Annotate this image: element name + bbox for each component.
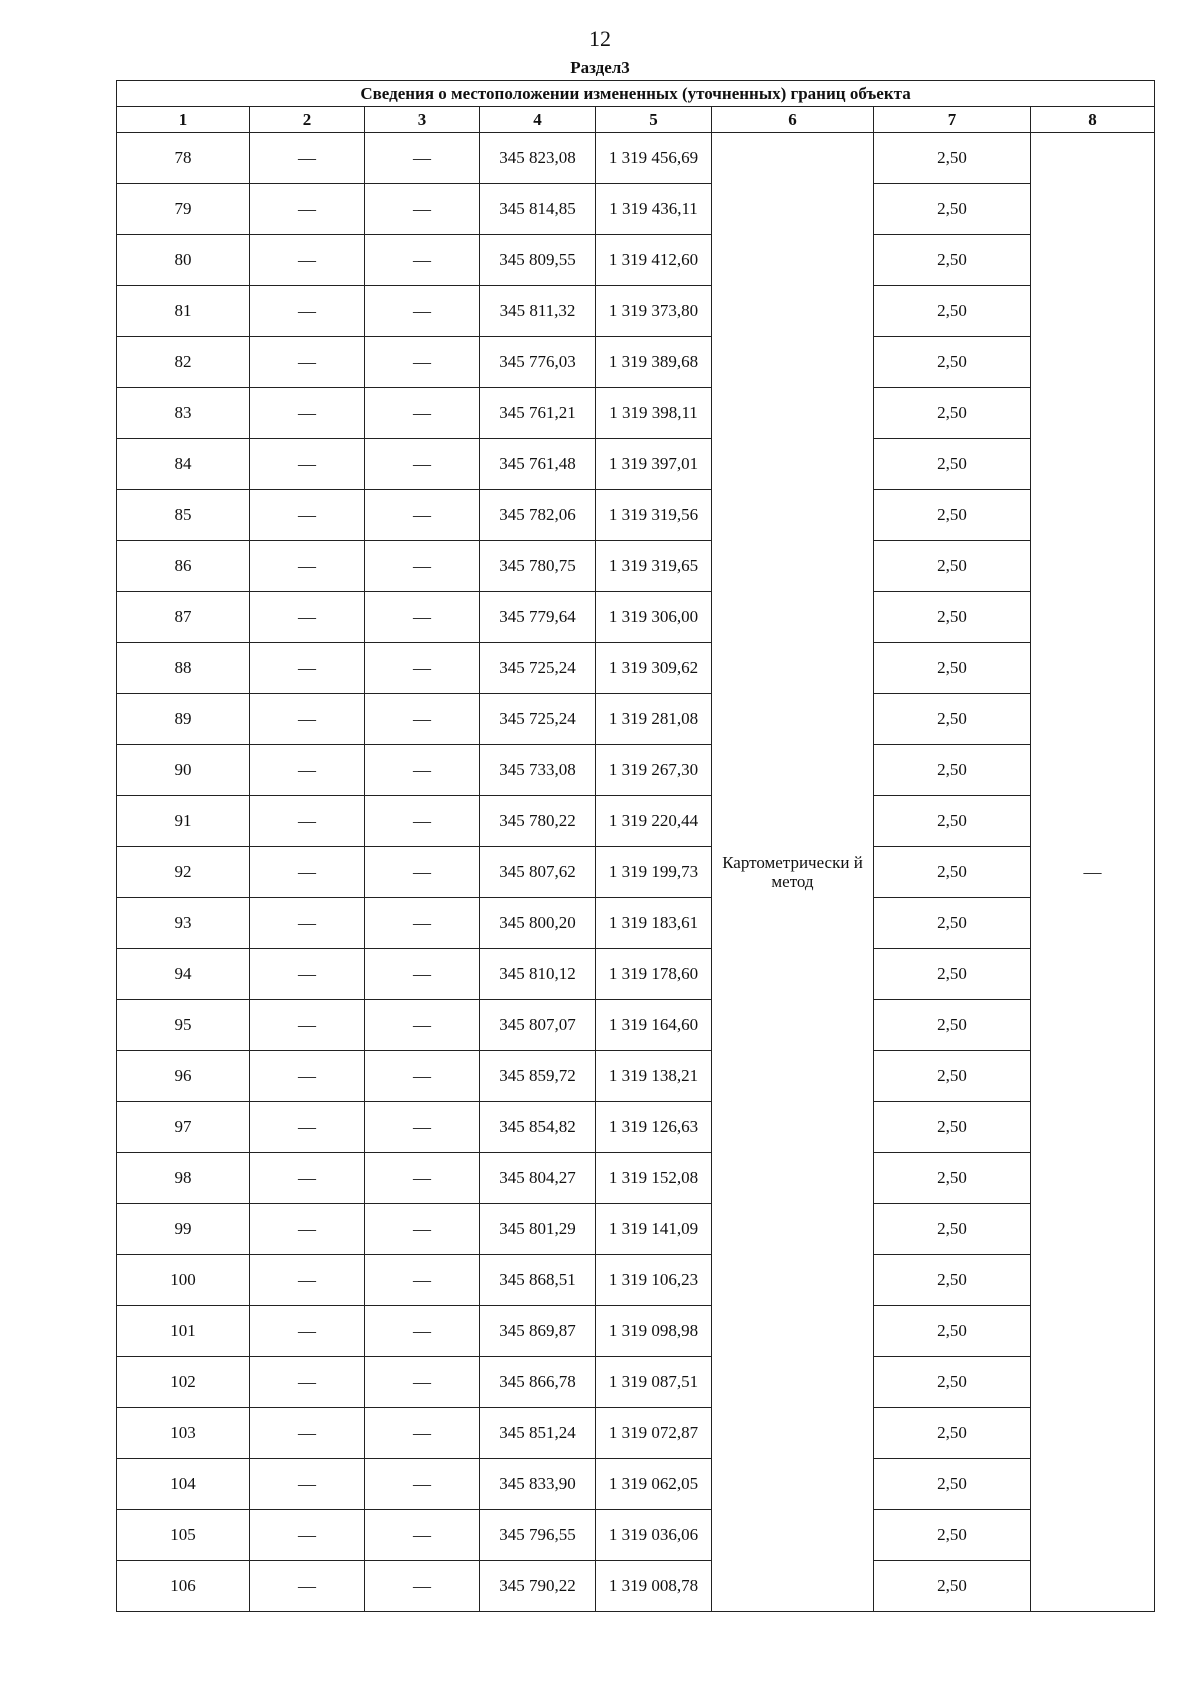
column-2-value: — — [250, 694, 365, 745]
coordinate-y: 1 319 309,62 — [596, 643, 712, 694]
column-7-value: 2,50 — [874, 694, 1031, 745]
coordinate-y: 1 319 178,60 — [596, 949, 712, 1000]
column-3-value: — — [365, 1000, 480, 1051]
column-3-value: — — [365, 541, 480, 592]
coordinate-x: 345 811,32 — [480, 286, 596, 337]
column-2-value: — — [250, 898, 365, 949]
column-7-value: 2,50 — [874, 1051, 1031, 1102]
coordinate-x: 345 780,22 — [480, 796, 596, 847]
column-number: 1 — [117, 107, 250, 133]
point-number: 92 — [117, 847, 250, 898]
column-3-value: — — [365, 235, 480, 286]
coordinate-x: 345 854,82 — [480, 1102, 596, 1153]
column-3-value: — — [365, 1153, 480, 1204]
table-row — [117, 541, 1155, 592]
column-2-value: — — [250, 745, 365, 796]
coordinate-x: 345 761,21 — [480, 388, 596, 439]
point-number: 98 — [117, 1153, 250, 1204]
coordinate-y: 1 319 389,68 — [596, 337, 712, 388]
column-3-value: — — [365, 898, 480, 949]
table-row — [117, 847, 1155, 898]
coordinate-x: 345 859,72 — [480, 1051, 596, 1102]
column-7-value: 2,50 — [874, 1255, 1031, 1306]
column-2-value: — — [250, 235, 365, 286]
column-7-value: 2,50 — [874, 1561, 1031, 1612]
column-7-value: 2,50 — [874, 1510, 1031, 1561]
coordinate-x: 345 814,85 — [480, 184, 596, 235]
column-7-value: 2,50 — [874, 286, 1031, 337]
coordinate-x: 345 807,62 — [480, 847, 596, 898]
coordinate-y: 1 319 436,11 — [596, 184, 712, 235]
coordinate-y: 1 319 036,06 — [596, 1510, 712, 1561]
point-number: 90 — [117, 745, 250, 796]
coordinate-y: 1 319 199,73 — [596, 847, 712, 898]
point-number: 95 — [117, 1000, 250, 1051]
table-row — [117, 1051, 1155, 1102]
column-7-value: 2,50 — [874, 1357, 1031, 1408]
point-number: 104 — [117, 1459, 250, 1510]
column-7-value: 2,50 — [874, 490, 1031, 541]
column-7-value: 2,50 — [874, 439, 1031, 490]
column-3-value: — — [365, 1561, 480, 1612]
table-row — [117, 949, 1155, 1000]
column-7-value: 2,50 — [874, 1204, 1031, 1255]
column-2-value: — — [250, 1153, 365, 1204]
column-number: 3 — [365, 107, 480, 133]
column-7-value: 2,50 — [874, 1306, 1031, 1357]
column-2-value: — — [250, 643, 365, 694]
column-3-value: — — [365, 1255, 480, 1306]
point-number: 89 — [117, 694, 250, 745]
coordinate-x: 345 868,51 — [480, 1255, 596, 1306]
point-number: 99 — [117, 1204, 250, 1255]
column-2-value: — — [250, 1561, 365, 1612]
coordinate-y: 1 319 164,60 — [596, 1000, 712, 1051]
column-7-value: 2,50 — [874, 592, 1031, 643]
coordinate-y: 1 319 138,21 — [596, 1051, 712, 1102]
coordinate-x: 345 796,55 — [480, 1510, 596, 1561]
column-number: 7 — [874, 107, 1031, 133]
coordinate-x: 345 725,24 — [480, 643, 596, 694]
point-number: 97 — [117, 1102, 250, 1153]
column-2-value: — — [250, 388, 365, 439]
column-number: 4 — [480, 107, 596, 133]
coordinate-x: 345 866,78 — [480, 1357, 596, 1408]
column-2-value: — — [250, 796, 365, 847]
coordinate-y: 1 319 306,00 — [596, 592, 712, 643]
coordinate-x: 345 782,06 — [480, 490, 596, 541]
table-row — [117, 694, 1155, 745]
method-cell: Картометрически й метод — [712, 133, 874, 1612]
coordinate-x: 345 807,07 — [480, 1000, 596, 1051]
column-2-value: — — [250, 1459, 365, 1510]
column-2-value: — — [250, 133, 365, 184]
coordinate-y: 1 319 008,78 — [596, 1561, 712, 1612]
column-number: 2 — [250, 107, 365, 133]
table-row — [117, 643, 1155, 694]
coordinate-x: 345 810,12 — [480, 949, 596, 1000]
column-2-value: — — [250, 1102, 365, 1153]
column-7-value: 2,50 — [874, 898, 1031, 949]
column-7-value: 2,50 — [874, 235, 1031, 286]
column-2-value: — — [250, 1306, 365, 1357]
coordinate-y: 1 319 183,61 — [596, 898, 712, 949]
column-7-value: 2,50 — [874, 133, 1031, 184]
point-number: 102 — [117, 1357, 250, 1408]
table-row — [117, 1000, 1155, 1051]
table-row — [117, 337, 1155, 388]
column-2-value: — — [250, 592, 365, 643]
table-row — [117, 490, 1155, 541]
coordinate-x: 345 780,75 — [480, 541, 596, 592]
column-3-value: — — [365, 1459, 480, 1510]
column-3-value: — — [365, 745, 480, 796]
page-number: 12 — [589, 26, 611, 51]
coordinate-y: 1 319 319,65 — [596, 541, 712, 592]
column-number: 5 — [596, 107, 712, 133]
column-3-value: — — [365, 490, 480, 541]
coordinate-x: 345 725,24 — [480, 694, 596, 745]
table-row — [117, 1408, 1155, 1459]
table-row — [117, 1204, 1155, 1255]
coordinate-y: 1 319 397,01 — [596, 439, 712, 490]
table-row — [117, 1255, 1155, 1306]
column-2-value: — — [250, 1051, 365, 1102]
coordinate-y: 1 319 412,60 — [596, 235, 712, 286]
column-7-value: 2,50 — [874, 1000, 1031, 1051]
point-number: 79 — [117, 184, 250, 235]
coordinate-x: 345 790,22 — [480, 1561, 596, 1612]
column-2-value: — — [250, 949, 365, 1000]
column-7-value: 2,50 — [874, 1459, 1031, 1510]
coordinate-y: 1 319 398,11 — [596, 388, 712, 439]
column-2-value: — — [250, 490, 365, 541]
column-3-value: — — [365, 286, 480, 337]
column-2-value: — — [250, 1255, 365, 1306]
coordinate-x: 345 779,64 — [480, 592, 596, 643]
table-caption: Сведения о местоположении измененных (уточненных) границ объекта — [117, 81, 1155, 107]
column-2-value: — — [250, 541, 365, 592]
table-row — [117, 133, 1155, 184]
column-2-value: — — [250, 337, 365, 388]
coordinate-y: 1 319 072,87 — [596, 1408, 712, 1459]
table-row — [117, 439, 1155, 490]
column-2-value: — — [250, 1408, 365, 1459]
column-3-value: — — [365, 439, 480, 490]
point-number: 85 — [117, 490, 250, 541]
column-3-value: — — [365, 1051, 480, 1102]
column-7-value: 2,50 — [874, 388, 1031, 439]
coordinate-x: 345 776,03 — [480, 337, 596, 388]
column-3-value: — — [365, 796, 480, 847]
column-number-row — [117, 107, 1155, 133]
point-number: 87 — [117, 592, 250, 643]
point-number: 100 — [117, 1255, 250, 1306]
point-number: 80 — [117, 235, 250, 286]
coordinate-y: 1 319 220,44 — [596, 796, 712, 847]
coordinate-x: 345 761,48 — [480, 439, 596, 490]
table-row — [117, 898, 1155, 949]
coordinate-y: 1 319 106,23 — [596, 1255, 712, 1306]
point-number: 83 — [117, 388, 250, 439]
point-number: 88 — [117, 643, 250, 694]
coordinate-y: 1 319 267,30 — [596, 745, 712, 796]
boundary-table — [116, 80, 1155, 1612]
column-3-value: — — [365, 1408, 480, 1459]
coordinate-x: 345 851,24 — [480, 1408, 596, 1459]
column-7-value: 2,50 — [874, 1408, 1031, 1459]
column-3-value: — — [365, 592, 480, 643]
coordinate-y: 1 319 319,56 — [596, 490, 712, 541]
coordinate-x: 345 823,08 — [480, 133, 596, 184]
column-7-value: 2,50 — [874, 796, 1031, 847]
coordinate-x: 345 801,29 — [480, 1204, 596, 1255]
point-number: 86 — [117, 541, 250, 592]
point-number: 94 — [117, 949, 250, 1000]
coordinate-x: 345 804,27 — [480, 1153, 596, 1204]
table-row — [117, 286, 1155, 337]
column-7-value: 2,50 — [874, 847, 1031, 898]
column-2-value: — — [250, 1000, 365, 1051]
section-title: Раздел3 — [570, 58, 630, 77]
column-2-value: — — [250, 847, 365, 898]
table-row — [117, 235, 1155, 286]
coordinate-y: 1 319 098,98 — [596, 1306, 712, 1357]
coordinate-y: 1 319 456,69 — [596, 133, 712, 184]
column-2-value: — — [250, 184, 365, 235]
point-number: 96 — [117, 1051, 250, 1102]
coordinate-y: 1 319 141,09 — [596, 1204, 712, 1255]
column-3-value: — — [365, 1306, 480, 1357]
coordinate-y: 1 319 281,08 — [596, 694, 712, 745]
point-number: 105 — [117, 1510, 250, 1561]
table-row — [117, 1459, 1155, 1510]
column-7-value: 2,50 — [874, 541, 1031, 592]
column-3-value: — — [365, 1204, 480, 1255]
column-3-value: — — [365, 1357, 480, 1408]
column-3-value: — — [365, 1510, 480, 1561]
column-3-value: — — [365, 847, 480, 898]
point-number: 101 — [117, 1306, 250, 1357]
column-7-value: 2,50 — [874, 1102, 1031, 1153]
coordinate-y: 1 319 087,51 — [596, 1357, 712, 1408]
column-7-value: 2,50 — [874, 1153, 1031, 1204]
column-3-value: — — [365, 184, 480, 235]
column-7-value: 2,50 — [874, 949, 1031, 1000]
column-3-value: — — [365, 388, 480, 439]
table-row — [117, 796, 1155, 847]
table-row — [117, 1561, 1155, 1612]
point-number: 81 — [117, 286, 250, 337]
coordinate-x: 345 869,87 — [480, 1306, 596, 1357]
point-number: 84 — [117, 439, 250, 490]
point-number: 78 — [117, 133, 250, 184]
column-7-value: 2,50 — [874, 337, 1031, 388]
column-3-value: — — [365, 949, 480, 1000]
column-7-value: 2,50 — [874, 745, 1031, 796]
point-number: 93 — [117, 898, 250, 949]
table-row — [117, 388, 1155, 439]
column-8-value: — — [1031, 133, 1155, 1612]
point-number: 106 — [117, 1561, 250, 1612]
column-2-value: — — [250, 1357, 365, 1408]
column-3-value: — — [365, 1102, 480, 1153]
column-3-value: — — [365, 337, 480, 388]
column-2-value: — — [250, 286, 365, 337]
table-row — [117, 184, 1155, 235]
column-2-value: — — [250, 1204, 365, 1255]
table-row — [117, 1357, 1155, 1408]
table-row — [117, 1510, 1155, 1561]
coordinate-y: 1 319 152,08 — [596, 1153, 712, 1204]
point-number: 91 — [117, 796, 250, 847]
coordinate-x: 345 733,08 — [480, 745, 596, 796]
table-row — [117, 1306, 1155, 1357]
column-3-value: — — [365, 133, 480, 184]
column-number: 6 — [712, 107, 874, 133]
coordinate-x: 345 800,20 — [480, 898, 596, 949]
coordinate-y: 1 319 373,80 — [596, 286, 712, 337]
coordinate-y: 1 319 126,63 — [596, 1102, 712, 1153]
table-row — [117, 592, 1155, 643]
point-number: 82 — [117, 337, 250, 388]
table-row — [117, 1102, 1155, 1153]
point-number: 103 — [117, 1408, 250, 1459]
column-2-value: — — [250, 439, 365, 490]
coordinate-y: 1 319 062,05 — [596, 1459, 712, 1510]
column-7-value: 2,50 — [874, 184, 1031, 235]
column-3-value: — — [365, 643, 480, 694]
coordinate-x: 345 833,90 — [480, 1459, 596, 1510]
column-number: 8 — [1031, 107, 1155, 133]
table-row — [117, 745, 1155, 796]
column-2-value: — — [250, 1510, 365, 1561]
table-body — [117, 133, 1155, 1612]
column-7-value: 2,50 — [874, 643, 1031, 694]
coordinate-x: 345 809,55 — [480, 235, 596, 286]
column-3-value: — — [365, 694, 480, 745]
table-row — [117, 1153, 1155, 1204]
